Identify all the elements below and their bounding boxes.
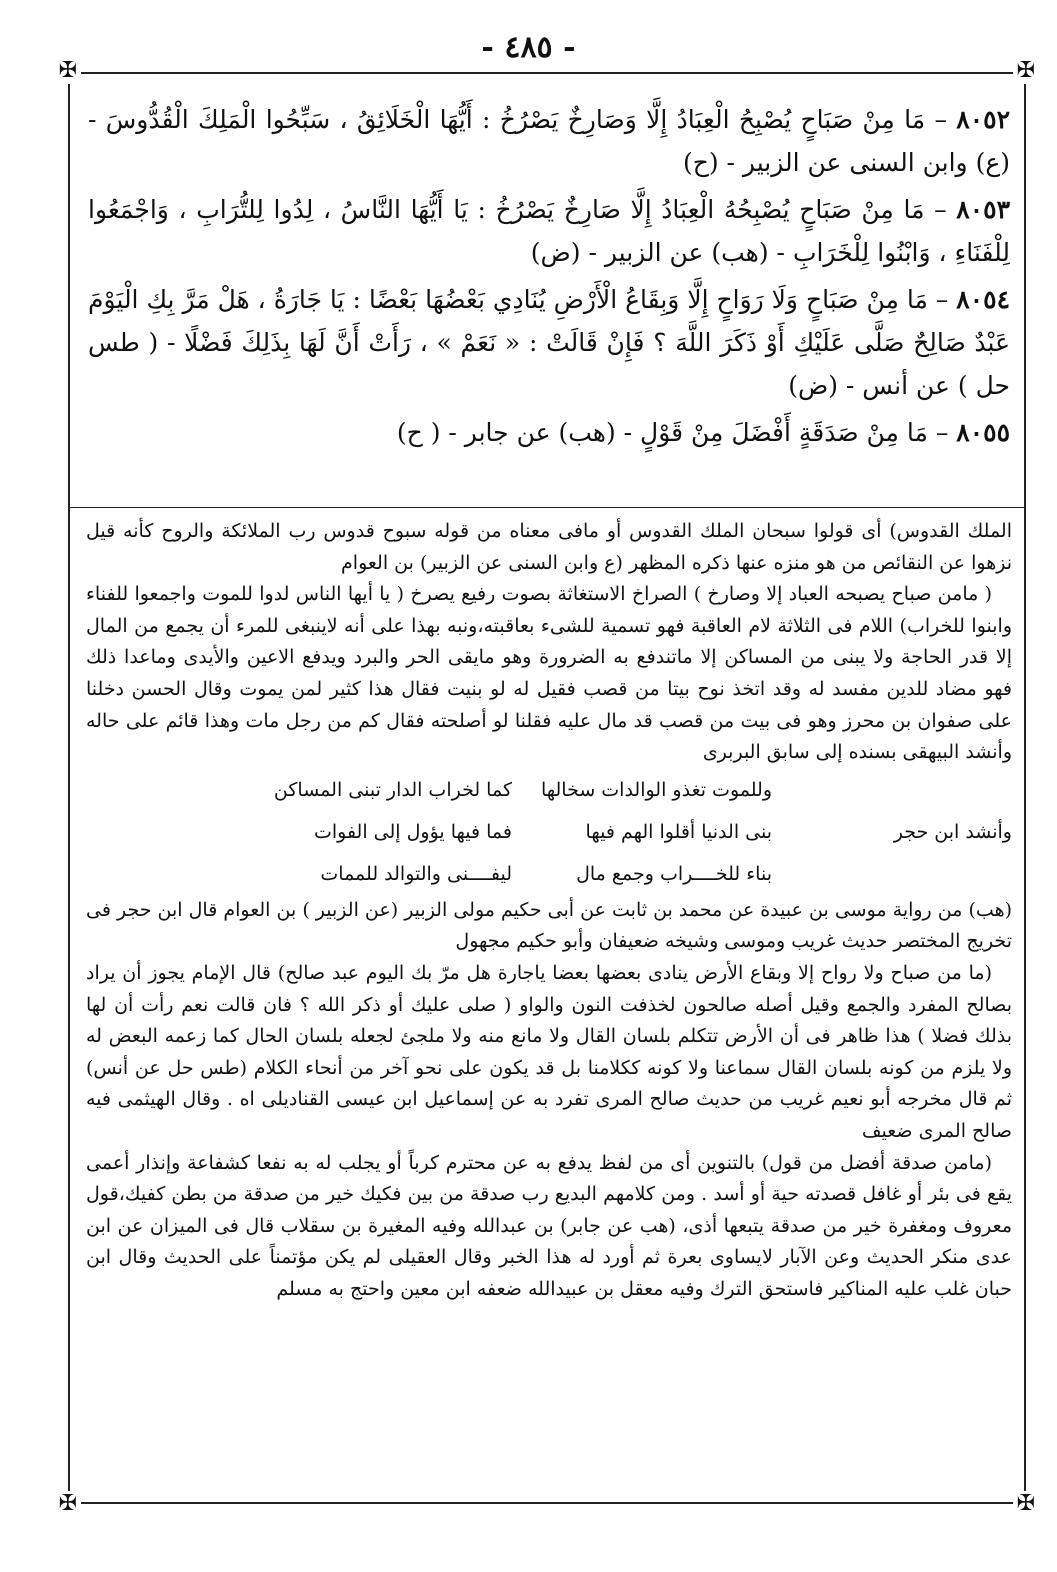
hadith-text: – مَا مِنْ صَدَقَةٍ أَفْضَلَ مِنْ قَوْلٍ - (هب) عن جابر - ( ح) [396, 418, 949, 447]
hadith-number: ٨٠٥٤ [956, 285, 1010, 314]
page-number: - ٤٨٥ - [481, 30, 576, 65]
hadith-section [88, 98, 1010, 458]
hadith-number: ٨٠٥٥ [956, 418, 1010, 447]
commentary-paragraph: الملك القدوس) أى قولوا سبحان الملك القدوس أو مافى معناه من قوله سبوح قدوس رب الملائكة والروح كأنه قيل نزهوا عن النقائص من هو منزه عنها ذكره المظهر (ع وابن السنى عن الزبير) بن العوام [86, 520, 1012, 574]
hadith-8053 [88, 188, 1010, 274]
section-divider [70, 507, 1024, 508]
hadith-text: – مَا مِنْ صَبَاحٍ يُصْبِحُهُ الْعِبَادُ إِلَّا صَارِخٌ يَصْرُخُ : يَا أَيُّهَا النَّاسُ ، لِدُوا لِلتُّرَابِ ، وَاجْمَعُوا لِلْفَنَاءِ ، وَابْنُوا لِلْخَرَابِ - (هب) عن الزبير - (ض) [88, 195, 1010, 267]
hadith-8055 [88, 411, 1010, 454]
corner-ornament-icon: ✠ [1013, 1491, 1039, 1517]
poem-hemistich: كما لخراب الدار تبنى المساكن [273, 778, 512, 801]
commentary-paragraph: (هب) من رواية موسى بن عبيدة عن محمد بن ثابت عن أبى حكيم مولى الزبير (عن الزبير ) بن العوام قال ابن حجر فى تخريج المختصر حديث غريب وموسى وشيخه ضعيفان وأبو حكيم مجهول [86, 898, 1012, 953]
commentary-paragraph: (ما من صباح ولا رواح إلا وبقاع الأرض ينادى بعضها بعضا ياجارة هل مرّ بك اليوم عبد صالح) قال الإمام يجوز أن يراد بصالح المفرد والجمع وقيل أصله صالحون لخذفت النون والواو ( صلى عليك أو ذكر الله ؟ فان قالت نعم رأت أن لها بذلك فضلا ) هذا ظاهر فى أن الأرض تتكلم بلسان القال ولا مانع منه ولا ملجئ لجعله بلسان الحال كما زعمه البعض له ولا يلزم من كونه بلسان القال سماعنا ولا كونه ككلامنا بل قد يكون على نحو آخر من أنحاء الكلام (طس حل عن أنس) ثم قال مخرجه أبو نعيم غريب من حديث صالح المرى تفرد به عن إسماعيل ابن عيسى القناديلى اه . وقال الهيثمى فيه صالح المرى ضعيف [86, 961, 1012, 1142]
poem-hemistich: فما فيها يؤول إلى الفوات [313, 820, 512, 843]
hadith-number: ٨٠٥٢ [956, 105, 1010, 134]
hadith-8054 [88, 278, 1010, 407]
commentary-paragraph: ( مامن صباح يصبحه العباد إلا وصارخ ) الصراخ الاستغاثة بصوت رفيع يصرخ ( يا أيها الناس لدوا للموت واجمعوا للفناء وابنوا للخراب) اللام فى الثلاثة لام العاقبة فهو تسمية للشىء بعاقبته،ونبه بهذا على أنه لاينبغى للمرء أن يجمع من المال إلا قدر الحاجة ولا يبنى من المساكن إلا ماتندفع به الضرورة وهو مايقى الحر والبرد ويدفع الاعين والأيدى وماعدا ذلك فهو مضاد للدين مفسد له وقد اتخذ نوح بيتا من قصب فقيل له لو بنيت فقال هذا كثير لمن يموت وقال الحسن دخلنا على صفوان بن محرز وهو فى بيت من قصب قد مال عليه فقلنا لو أصلحته فقال كم من رجل مات وهذا قائم على حاله وأنشد البيهقى بسنده إلى سابق البربرى [86, 583, 1012, 764]
poem-verse [86, 769, 1012, 811]
poem-block [86, 769, 1012, 895]
hadith-text: – مَا مِنْ صَبَاحٍ يُصْبِحُ الْعِبَادُ إِلَّا وَصَارِخٌ يَصْرُخُ : أَيُّهَا الْخَلَائِقُ ، سَبِّحُوا الْمَلِكَ الْقُدُّوسَ - (ع) وابن السنى عن الزبير - (ح) [88, 105, 1010, 177]
poem-hemistich: بنى الدنيا أقلوا الهم فيها [585, 820, 772, 843]
commentary-paragraph: (مامن صدقة أفضل من قول) بالتنوين أى من لفظ يدفع به عن محترم كرباً أو يجلب له به نفعا كشفاعة وإنذار أعمى يقع فى بئر أو غافل قصدته حية أو أسد . ومن كلامهم البديع رب صدقة من بين فكيك خير من صدقة من بطن كفيك،قول معروف ومغفرة خير من صدقة يتبعها أذى، (هب عن جابر) بن عبدالله وفيه المغيرة بن سقلاب قال فى الميزان عن ابن عدى منكر الحديث وعن الآبار لايساوى بعرة ثم أورد له هذا الخبر وقال العقيلى لم يكن مؤتمناً على الحديث وقال ابن حبان غلب عليه المناكير فاستحق الترك وفيه معقل بن عبيدالله ضعفه ابن معين واحتج به مسلم [86, 1151, 1012, 1300]
poem-intro: وأنشد ابن حجر [893, 820, 1012, 843]
poem-hemistich: وللموت تغذو الوالدات سخالها [540, 778, 772, 801]
hadith-text: – مَا مِنْ صَبَاحٍ وَلَا رَوَاحٍ إِلَّا وَبِقَاعُ الْأَرْضِ يُنَادِي بَعْضُهَا بَعْضًا : يَا جَارَةُ ، هَلْ مَرَّ بِكِ الْيَوْمَ عَبْدٌ صَالِحٌ صَلَّى عَلَيْكِ أَوْ ذَكَرَ اللَّهَ ؟ فَإِنْ قَالَتْ : « نَعَمْ » ، رَأَتْ أَنَّ لَهَا بِذَلِكَ فَضْلًا - ( طس حل ) عن أنس - (ض) [88, 285, 1010, 400]
corner-ornament-icon: ✠ [55, 58, 81, 84]
poem-hemistich: بناء للخــــراب وجمع مال [576, 862, 772, 885]
poem-hemistich: ليفــــنى والتوالد للممات [320, 862, 512, 885]
corner-ornament-icon: ✠ [55, 1491, 81, 1517]
poem-verse [86, 811, 1012, 853]
poem-verse [86, 853, 1012, 895]
corner-ornament-icon: ✠ [1013, 58, 1039, 84]
commentary-section [86, 516, 1012, 1305]
hadith-number: ٨٠٥٣ [956, 195, 1011, 224]
hadith-8052 [88, 98, 1010, 184]
